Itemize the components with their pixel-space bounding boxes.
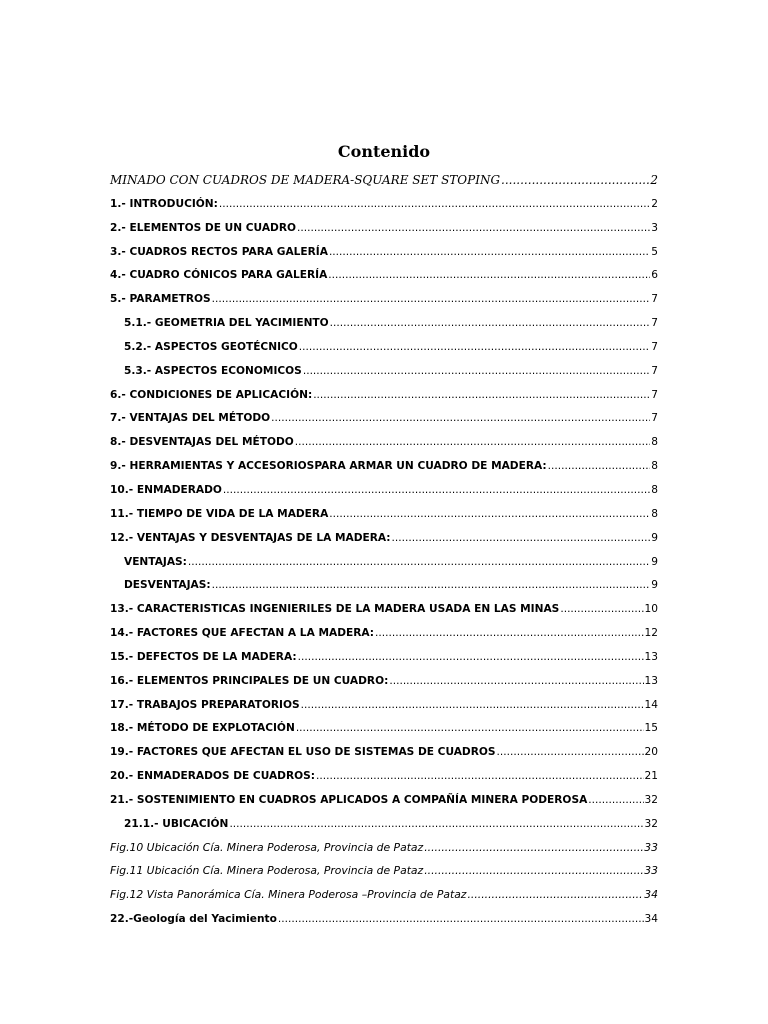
toc-entry[interactable]: [110, 672, 658, 696]
table-of-contents: [110, 171, 658, 934]
toc-leader-dots: [212, 290, 651, 308]
toc-leader-dots: [316, 767, 644, 785]
toc-entry[interactable]: [110, 314, 658, 338]
toc-entry-label: 20.- ENMADERADOS DE CUADROS:: [110, 770, 315, 783]
toc-entry[interactable]: [110, 529, 658, 553]
toc-entry-page-number: 10: [644, 603, 658, 616]
toc-entry[interactable]: [110, 815, 658, 839]
toc-entry[interactable]: [110, 409, 658, 433]
toc-entry-label: 1.- INTRODUCIÓN:: [110, 197, 218, 210]
toc-entry-label: 21.1.- UBICACIÓN: [124, 817, 229, 830]
toc-leader-dots: [299, 338, 650, 356]
toc-leader-dots: [389, 672, 643, 690]
toc-leader-dots: [301, 696, 644, 714]
toc-leader-dots: [424, 839, 643, 857]
toc-entry-page-number: 32: [644, 793, 658, 806]
toc-entry[interactable]: [110, 433, 658, 457]
toc-entry-page-number: 3: [651, 221, 658, 234]
toc-leader-dots: [295, 433, 650, 451]
toc-leader-dots: [560, 600, 643, 618]
toc-leader-dots: [375, 624, 644, 642]
toc-entry[interactable]: [110, 839, 658, 863]
toc-entry-page-number: 7: [651, 364, 658, 377]
toc-entry-page-number: 8: [651, 460, 658, 473]
toc-entry[interactable]: [110, 362, 658, 386]
toc-leader-dots: [297, 219, 650, 237]
toc-leader-dots: [223, 481, 650, 499]
toc-entry-label: Fig.10 Ubicación Cía. Minera Poderosa, Provincia de Pataz: [110, 840, 424, 854]
toc-leader-dots: [212, 576, 651, 594]
toc-entry-label: 8.- DESVENTAJAS DEL MÉTODO: [110, 436, 294, 449]
toc-entry[interactable]: [110, 624, 658, 648]
toc-entry-page-number: 21: [644, 770, 658, 783]
toc-leader-dots: [278, 910, 644, 928]
toc-entry-label: Fig.12 Vista Panorámica Cía. Minera Poderosa –Provincia de Pataz: [110, 888, 467, 902]
toc-entry-page-number: 7: [651, 317, 658, 330]
toc-entry[interactable]: [110, 791, 658, 815]
toc-entry[interactable]: [110, 862, 658, 886]
toc-entry-page-number: 9: [651, 579, 658, 592]
toc-entry-label: 5.- PARAMETROS: [110, 293, 211, 306]
toc-entry-page-number: 34: [644, 888, 658, 902]
toc-leader-dots: [467, 886, 643, 904]
toc-entry-page-number: 33: [644, 840, 658, 854]
toc-entry[interactable]: [110, 743, 658, 767]
toc-entry-label: 12.- VENTAJAS Y DESVENTAJAS DE LA MADERA:: [110, 531, 391, 544]
toc-entry-label: 22.-Geología del Yacimiento: [110, 913, 277, 926]
toc-entry[interactable]: [110, 886, 658, 910]
toc-entry[interactable]: [110, 481, 658, 505]
toc-entry-page-number: 34: [644, 913, 658, 926]
toc-title: Contenido: [337, 142, 431, 161]
toc-entry-label: 18.- MÉTODO DE EXPLOTACIÓN: [110, 722, 295, 735]
toc-entry-label: MINADO CON CUADROS DE MADERA-SQUARE SET STOPING: [110, 173, 501, 187]
toc-entry-page-number: 6: [651, 269, 658, 282]
toc-entry-page-number: 9: [651, 555, 658, 568]
toc-entry-label: 13.- CARACTERISTICAS INGENIERILES DE LA MADERA USADA EN LAS MINAS: [110, 603, 560, 616]
toc-entry[interactable]: [110, 600, 658, 624]
toc-entry-label: 21.- SOSTENIMIENTO EN CUADROS APLICADOS A COMPAÑÍA MINERA PODEROSA: [110, 793, 588, 806]
toc-leader-dots: [219, 195, 650, 213]
toc-entry[interactable]: [110, 457, 658, 481]
toc-entry-page-number: 7: [651, 388, 658, 401]
toc-entry-label: 2.- ELEMENTOS DE UN CUADRO: [110, 221, 296, 234]
toc-leader-dots: [424, 862, 643, 880]
toc-entry-label: 16.- ELEMENTOS PRINCIPALES DE UN CUADRO:: [110, 674, 389, 687]
toc-entry-label: 7.- VENTAJAS DEL MÉTODO: [110, 412, 271, 425]
toc-entry-label: 19.- FACTORES QUE AFECTAN EL USO DE SISTEMAS DE CUADROS: [110, 746, 496, 759]
toc-entry[interactable]: [110, 505, 658, 529]
toc-entry-page-number: 7: [651, 340, 658, 353]
toc-entry-page-number: 7: [651, 412, 658, 425]
toc-entry[interactable]: [110, 338, 658, 362]
toc-entry-label: Fig.11 Ubicación Cía. Minera Poderosa, Provincia de Pataz: [110, 864, 424, 878]
toc-leader-dots: [313, 386, 650, 404]
toc-leader-dots: [188, 553, 650, 571]
toc-leader-dots: [392, 529, 651, 547]
toc-entry-label: 5.3.- ASPECTOS ECONOMICOS: [124, 364, 302, 377]
toc-entry-label: 5.1.- GEOMETRIA DEL YACIMIENTO: [124, 317, 329, 330]
toc-entry-page-number: 13: [644, 674, 658, 687]
toc-entry-label: 15.- DEFECTOS DE LA MADERA:: [110, 650, 297, 663]
toc-entry-page-number: 20: [644, 746, 658, 759]
toc-entry-label: 4.- CUADRO CÓNICOS PARA GALERÍA: [110, 269, 328, 282]
toc-entry[interactable]: [110, 648, 658, 672]
toc-leader-dots: [229, 815, 643, 833]
toc-entry-page-number: 33: [644, 864, 658, 878]
toc-entry-label: 9.- HERRAMIENTAS Y ACCESORIOSPARA ARMAR UN CUADRO DE MADERA:: [110, 460, 547, 473]
toc-entry-page-number: 14: [644, 698, 658, 711]
toc-leader-dots: [329, 505, 650, 523]
toc-entry-page-number: 8: [651, 483, 658, 496]
toc-leader-dots: [501, 171, 649, 189]
toc-leader-dots: [298, 648, 644, 666]
toc-entry[interactable]: [110, 290, 658, 314]
toc-leader-dots: [328, 266, 650, 284]
toc-entry[interactable]: [110, 696, 658, 720]
toc-entry-page-number: 12: [644, 627, 658, 640]
toc-entry-page-number: 8: [651, 436, 658, 449]
toc-entry-label: 14.- FACTORES QUE AFECTAN A LA MADERA:: [110, 627, 375, 640]
toc-leader-dots: [497, 743, 644, 761]
toc-entry[interactable]: [110, 576, 658, 600]
toc-entry[interactable]: [110, 243, 658, 267]
toc-entry-label: 10.- ENMADERADO: [110, 483, 222, 496]
toc-entry-page-number: 8: [651, 507, 658, 520]
toc-entry[interactable]: [110, 910, 658, 934]
toc-leader-dots: [296, 719, 644, 737]
toc-entry-label: VENTAJAS:: [124, 555, 187, 568]
toc-entry-page-number: 13: [644, 650, 658, 663]
toc-entry-label: 3.- CUADROS RECTOS PARA GALERÍA: [110, 245, 328, 258]
toc-entry[interactable]: [110, 195, 658, 219]
toc-entry-page-number: 2: [651, 197, 658, 210]
toc-entry[interactable]: [110, 553, 658, 577]
toc-entry-label: 11.- TIEMPO DE VIDA DE LA MADERA: [110, 507, 329, 520]
toc-leader-dots: [588, 791, 643, 809]
toc-entry-page-number: 32: [644, 817, 658, 830]
toc-leader-dots: [548, 457, 651, 475]
toc-leader-dots: [330, 314, 651, 332]
toc-entry-page-number: 15: [644, 722, 658, 735]
toc-leader-dots: [271, 409, 650, 427]
toc-entry-page-number: 2: [650, 173, 658, 187]
toc-entry-label: DESVENTAJAS:: [124, 579, 211, 592]
toc-leader-dots: [329, 243, 650, 261]
toc-entry-page-number: 9: [651, 531, 658, 544]
toc-entry-page-number: 7: [651, 293, 658, 306]
toc-entry-label: 5.2.- ASPECTOS GEOTÉCNICO: [124, 340, 298, 353]
toc-entry[interactable]: [110, 219, 658, 243]
toc-entry-label: 6.- CONDICIONES DE APLICACIÓN:: [110, 388, 313, 401]
toc-entry-page-number: 5: [651, 245, 658, 258]
toc-entry-label: 17.- TRABAJOS PREPARATORIOS: [110, 698, 300, 711]
toc-entry[interactable]: [110, 719, 658, 743]
toc-leader-dots: [303, 362, 650, 380]
toc-entry[interactable]: [110, 171, 658, 195]
toc-entry[interactable]: [110, 266, 658, 290]
toc-entry[interactable]: [110, 767, 658, 791]
toc-entry[interactable]: [110, 386, 658, 410]
